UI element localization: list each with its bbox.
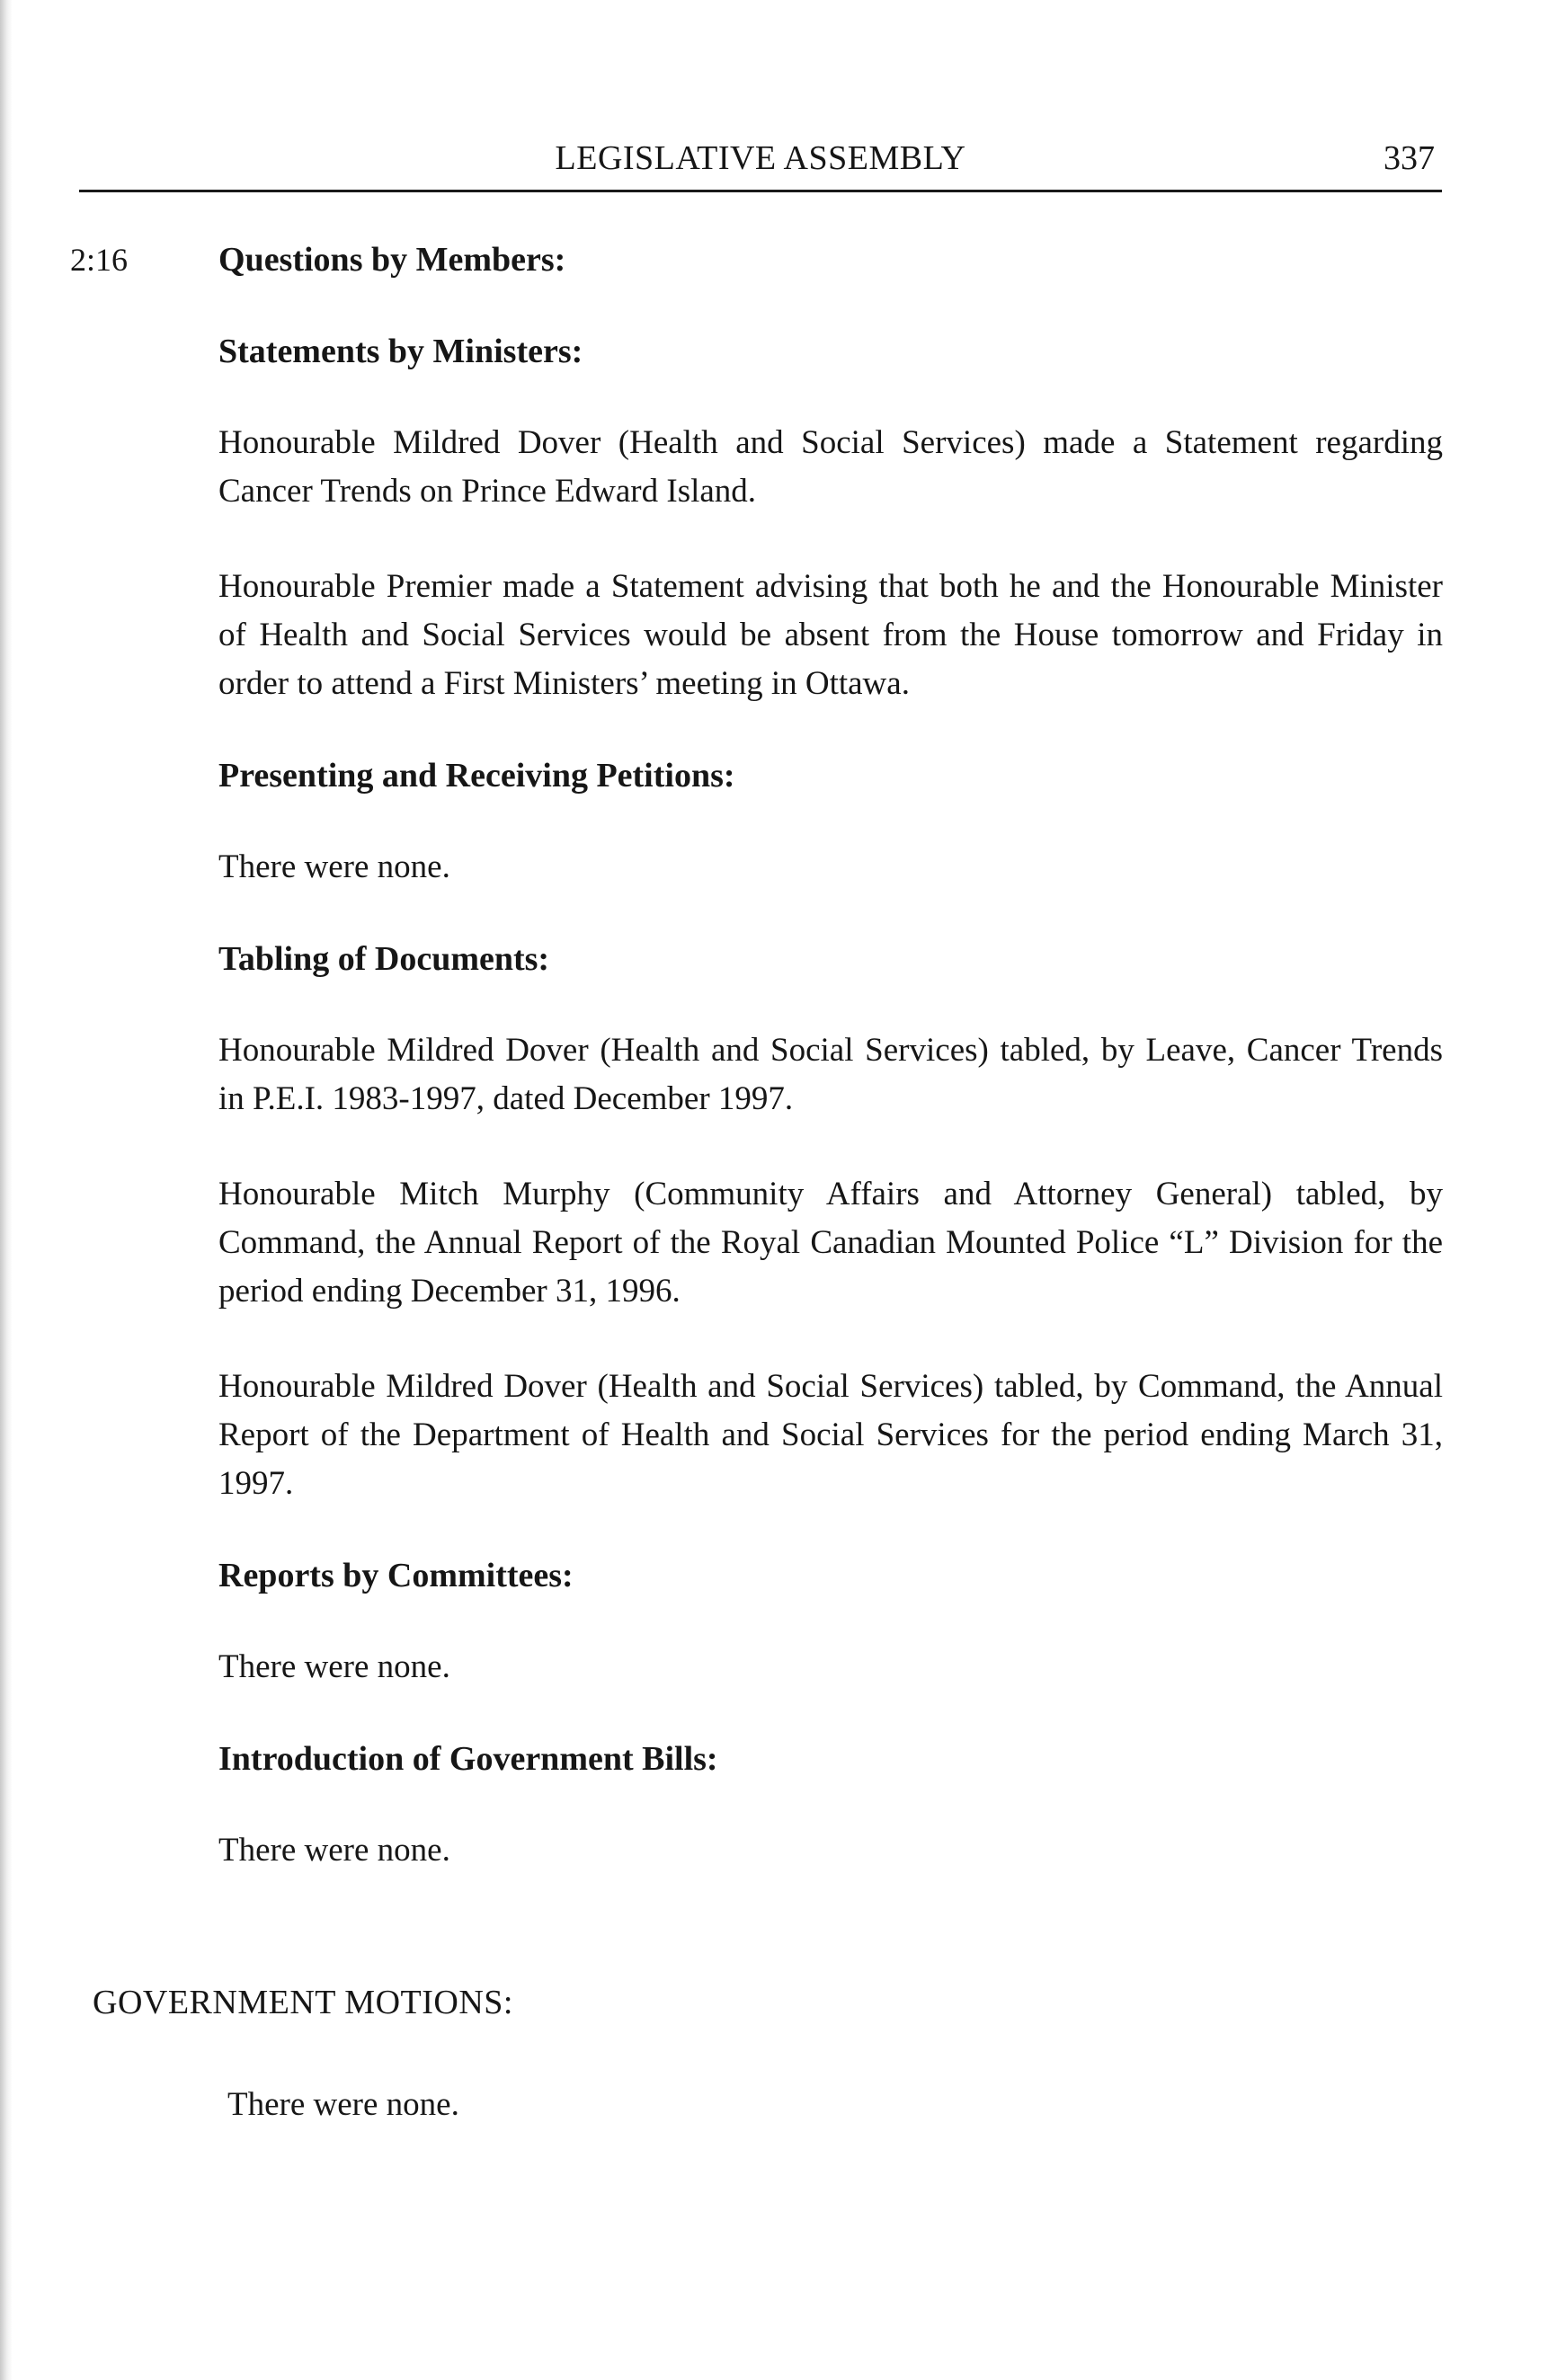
- paragraph: Honourable Mildred Dover (Health and Social Services) tabled, by Leave, Cancer Trends in P.E.I. 1983-1997, dated December 1997.: [218, 1032, 1443, 1117]
- paragraph: There were none.: [218, 1648, 450, 1685]
- section-heading-reports: Reports by Committees:: [218, 1557, 574, 1594]
- header-title: LEGISLATIVE ASSEMBLY: [555, 139, 966, 177]
- paragraph: Honourable Mildred Dover (Health and Social Services) made a Statement regarding Cancer Trends on Prince Edward Island.: [218, 424, 1443, 510]
- paragraph: There were none.: [218, 1832, 450, 1869]
- time-stamp: 2:16: [70, 242, 129, 278]
- page-edge-shadow: [0, 0, 13, 2380]
- paragraph: Honourable Premier made a Statement advising that both he and the Honourable Minister of Health and Social Services would be absent from the House tomorrow and Friday in order to attend a First Ministers’ meeting in Ottawa.: [218, 568, 1443, 702]
- section-heading-statements: Statements by Ministers:: [218, 333, 583, 370]
- paragraph: Honourable Mitch Murphy (Community Affairs and Attorney General) tabled, by Command, the Annual Report of the Royal Canadian Mounted Police “L” Division for the period ending December 31, 1996.: [218, 1176, 1443, 1310]
- section-heading-tabling: Tabling of Documents:: [218, 940, 550, 978]
- government-motions-heading: GOVERNMENT MOTIONS:: [93, 1984, 513, 2021]
- section-heading-petitions: Presenting and Receiving Petitions:: [218, 757, 735, 795]
- page-header: [79, 135, 1442, 192]
- header-rule: [79, 190, 1442, 192]
- government-motions-text: There were none.: [227, 2086, 459, 2123]
- section-heading-bills: Introduction of Government Bills:: [218, 1740, 718, 1778]
- paragraph: There were none.: [218, 848, 450, 885]
- page-number: 337: [1384, 139, 1435, 177]
- paragraph: Honourable Mildred Dover (Health and Social Services) tabled, by Command, the Annual Report of the Department of Health and Social Services for the period ending March 31, 1997.: [218, 1368, 1443, 1502]
- section-heading-questions: Questions by Members:: [218, 241, 566, 279]
- document-body: [218, 235, 1443, 1875]
